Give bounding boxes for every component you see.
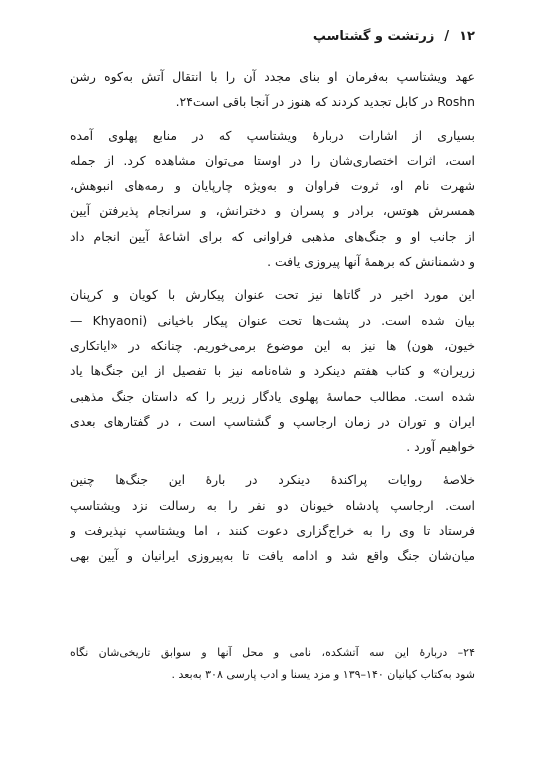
footnote-line: ۲۴– دربارهٔ این سه آتشکده، نامی و محل آنها و سوابق تاریخی‌شان نگاه (70, 646, 475, 659)
paragraph-line: خلاصهٔ روایات پراکندهٔ دینکرد در بارهٔ این جنگ‌ها چنین (70, 472, 475, 488)
paragraph-line: شهرت نام او، ثروت فراوان و به‌ویژه چارپایان و رمه‌های انبوهش، (70, 178, 475, 194)
paragraph-line: خیون، هون) ها نیز به این موضوع برمی‌خوریم. چنانکه در «ایاتکاری (70, 337, 475, 353)
paragraph-line: است، اثرات اختصاری‌شان را در اوستا می‌توان مشاهده کرد. از جمله (70, 152, 475, 168)
paragraph-line: زریران» و کتاب هفتم دینکرد و شاه‌نامه نیز با تفصیل از این جنگ‌ها یاد (70, 363, 475, 379)
header-separator: / (444, 28, 450, 44)
paragraph-line: و دشمنانش که برهمهٔ آنها پیروزی یافت . (267, 254, 475, 270)
paragraph-line: عهد ویشتاسپ به‌فرمان او بنای مجدد آن را با انتقال آتش به‌کوه رشن (70, 69, 475, 84)
paragraph-line: میان‌شان جنگ واقع شد و ادامه یافت تا به‌پیروزی ایرانیان و آیین بهی (70, 548, 475, 564)
paragraph-line: فرستاد تا وی را به خراج‌گزاری دعوت کنند ، اما ویشتاسپ نپذیرفت و (70, 523, 475, 539)
paragraph-line: ایران و توران در زمان ارجاسپ و گشتاسپ است ، در گفتارهای بعدی (70, 413, 475, 429)
paragraph-line: Roshn در کابل تجدید کردند که هنوز در آنجا باقی است۲۴. (175, 94, 475, 110)
body-text (70, 64, 475, 569)
paragraph-line: شده است. مطالب حماسهٔ پهلوی یادگار زریر را که داستان جنگ مذهبی (70, 388, 475, 404)
running-title: زرتشت و گشتاسپ (312, 28, 435, 44)
paragraph-line: است. ارجاسپ پادشاه خیونان دو نفر را به رسالت نزد ویشتاسپ (70, 497, 475, 513)
paragraph-line: بسیاری از اشارات دربارهٔ ویشتاسپ که در منابع پهلوی آمده (70, 127, 475, 143)
paragraph-line: این مورد اخیر در گاتاها نیز تحت عنوان پیکارش با کویان و کرپنان (70, 287, 475, 303)
footnote (70, 642, 475, 686)
paragraph-line: بیان شده است. در پشت‌ها تحت عنوان پیکار باخیانی (Khyaoni — (70, 312, 475, 328)
footnote-line: شود به‌کتاب کیانیان ۱۴۰–۱۳۹ و مزد یسنا و ادب پارسی ۳۰۸ به‌بعد . (171, 668, 475, 681)
paragraph-line: خواهیم آورد . (406, 439, 475, 455)
running-header (313, 26, 475, 46)
paragraph-line: از جانب او و جنگ‌های مذهبی فراوانی که برای اشاعهٔ آیین انجام داد (70, 228, 475, 244)
page-number: ۱۲ (459, 28, 475, 44)
paragraph-line: همسرش هوتس، برادر و پسران و دخترانش، و سرانجام پذیرفتن آیین (70, 203, 475, 219)
